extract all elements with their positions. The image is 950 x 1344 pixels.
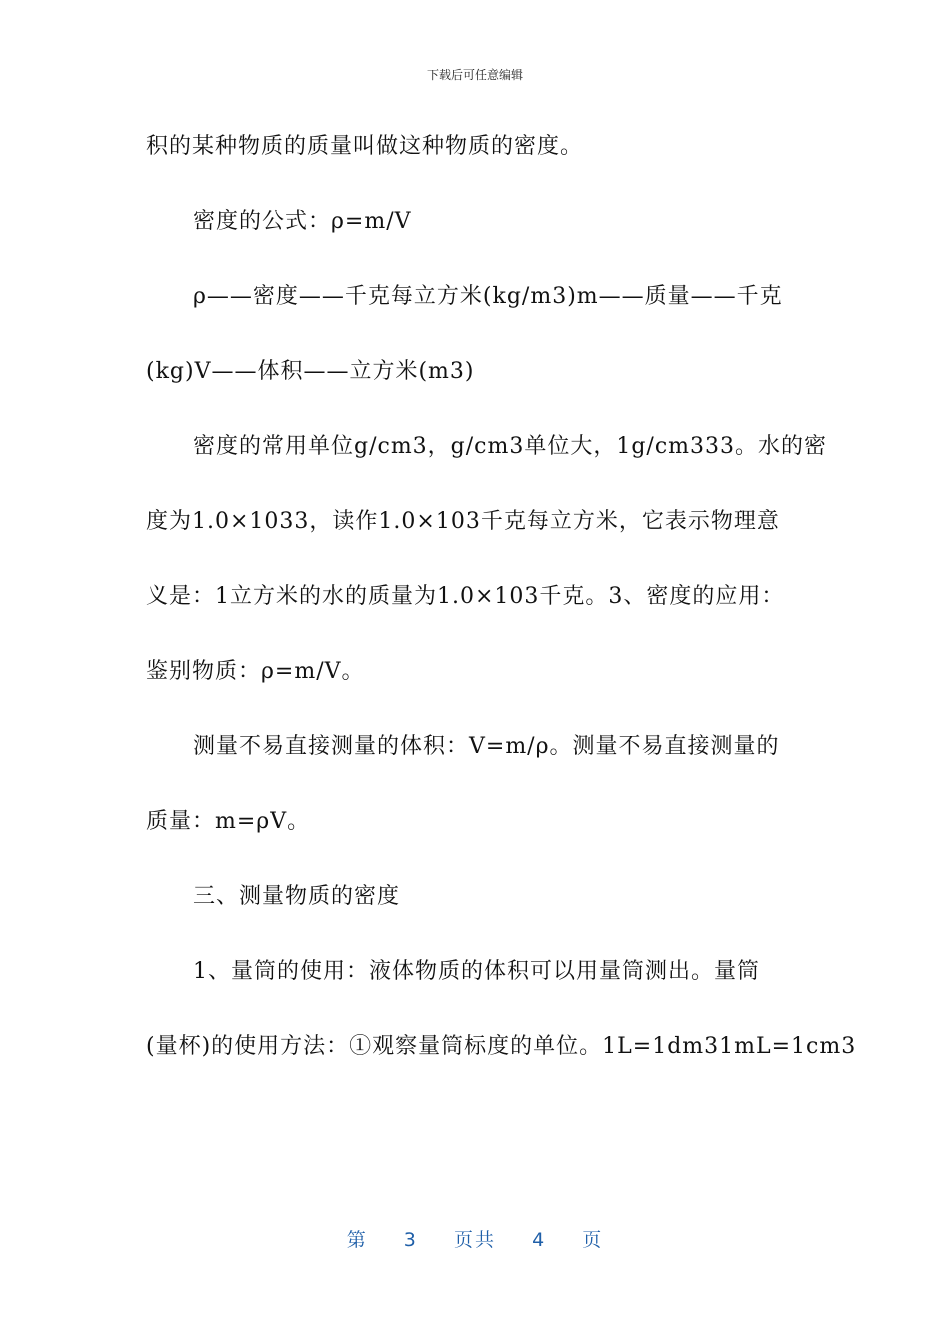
page-label-prefix: 第	[346, 1229, 368, 1251]
text-line: (量杯)的使用方法：①观察量筒标度的单位。1L=1dm31mL=1cm3	[146, 1034, 857, 1059]
page-header: 下载后可任意编辑	[426, 68, 523, 82]
text-line: 义是：1立方米的水的质量为1.0×103千克。3、密度的应用：	[146, 584, 785, 609]
page-label-suffix: 页	[582, 1229, 604, 1251]
text-line: ρ——密度——千克每立方米(kg/m3)m——质量——千克	[193, 284, 783, 309]
page-footer	[0, 1225, 950, 1252]
text-line: 密度的常用单位g/cm3，g/cm3单位大，1g/cm333。水的密	[193, 434, 828, 459]
text-line: 质量：m=ρV。	[146, 809, 311, 834]
current-page-number: 3	[403, 1229, 418, 1251]
text-line: (kg)V——体积——立方米(m3)	[146, 359, 475, 384]
document-body	[146, 120, 857, 1095]
section-heading: 三、测量物质的密度	[193, 884, 401, 909]
text-line: 鉴别物质：ρ=m/V。	[146, 659, 365, 684]
text-line: 度为1.0×1033，读作1.0×103千克每立方米，它表示物理意	[146, 509, 780, 534]
page-label-mid: 页共	[453, 1229, 496, 1251]
text-line: 1、量筒的使用：液体物质的体积可以用量筒测出。量筒	[193, 959, 760, 984]
text-line: 密度的公式：ρ=m/V	[193, 209, 412, 234]
total-pages-number: 4	[532, 1229, 547, 1251]
text-line: 积的某种物质的质量叫做这种物质的密度。	[146, 134, 584, 159]
text-line: 测量不易直接测量的体积：V=m/ρ。测量不易直接测量的	[193, 734, 780, 759]
